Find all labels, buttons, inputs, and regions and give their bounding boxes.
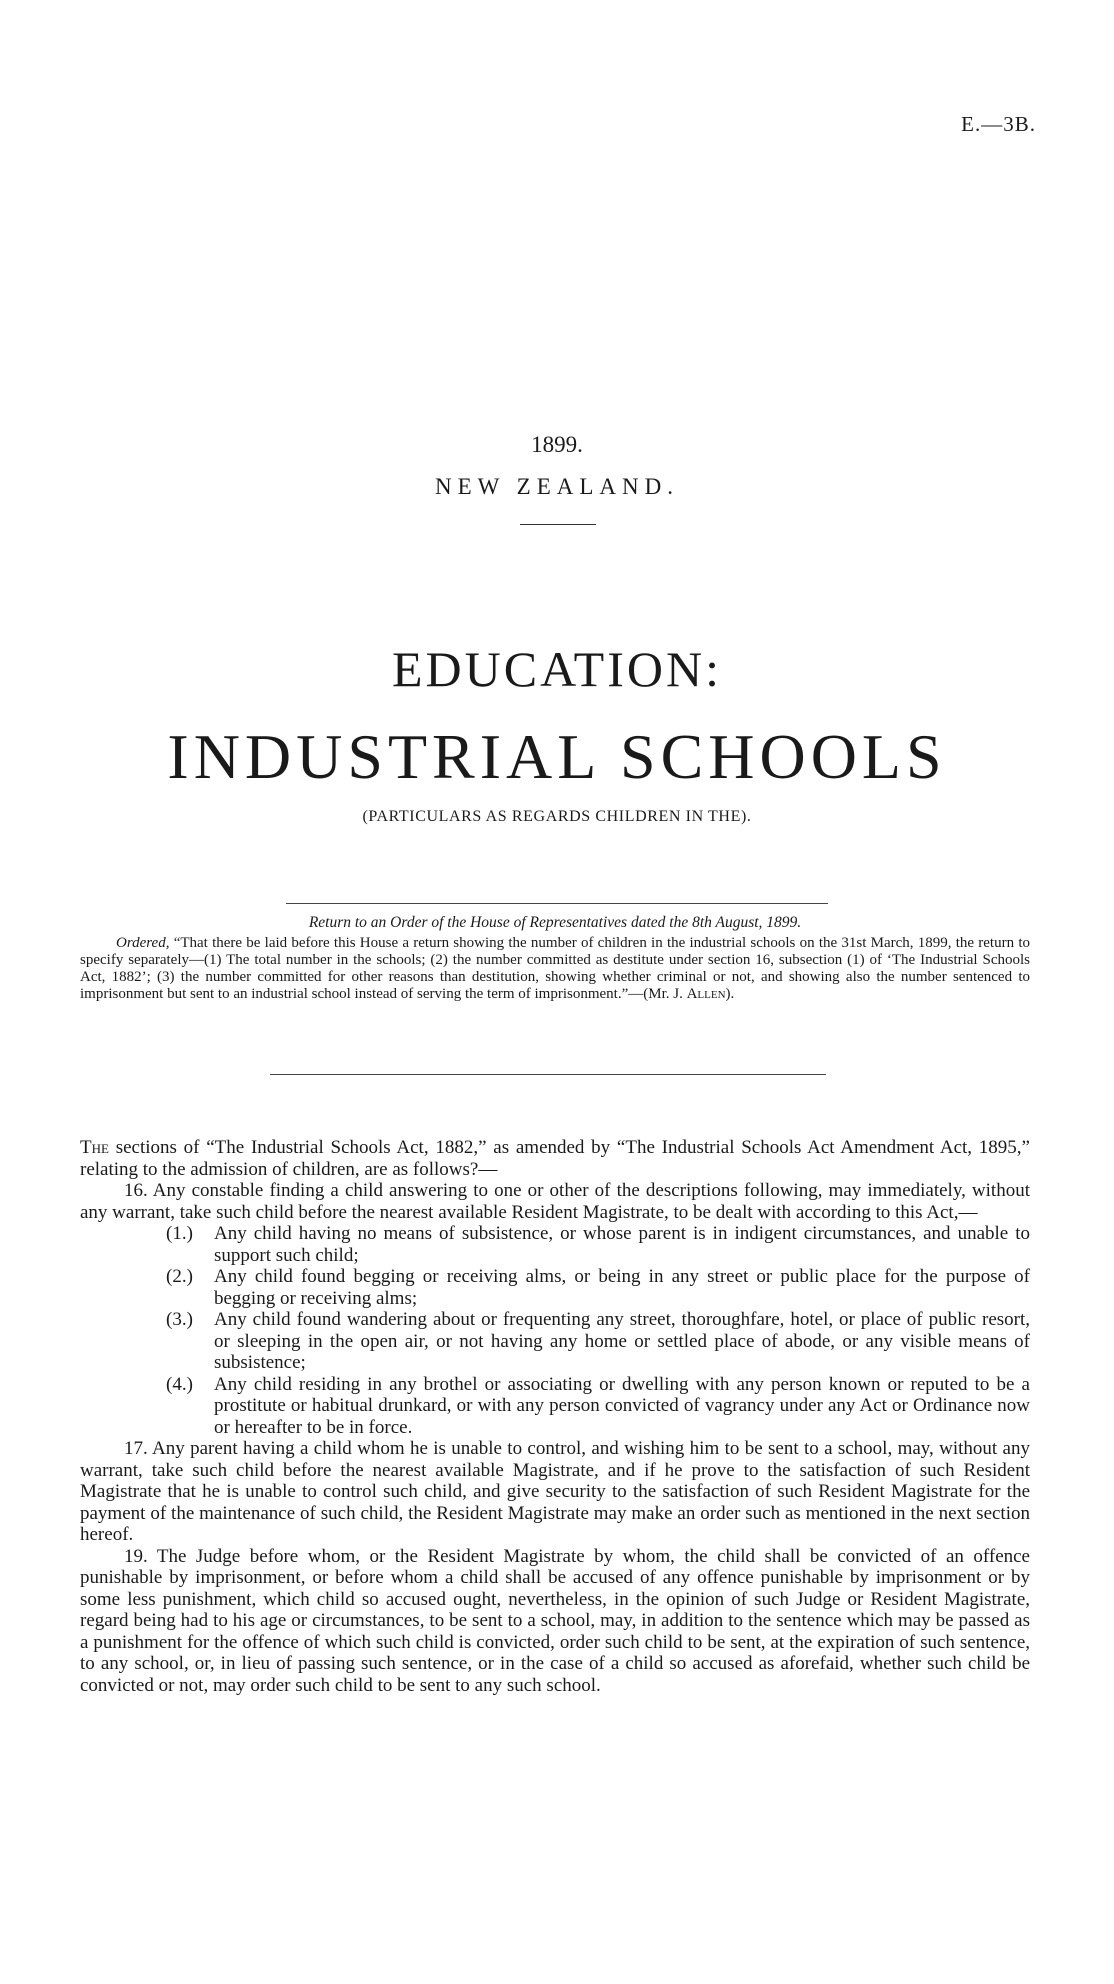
document-year: 1899. xyxy=(531,432,583,457)
document-country: NEW ZEALAND. xyxy=(434,474,680,499)
intro-text: sections of “The Industrial Schools Act, 1882,” as amended by “The Industrial Schools Act Amendment Act, 1895,” relating to the admission of children, are as follows?— xyxy=(80,1137,1030,1180)
order-lead: Ordered, xyxy=(116,935,170,951)
divider xyxy=(270,1074,826,1075)
list-item xyxy=(166,1266,1030,1309)
list-item xyxy=(166,1374,1030,1439)
list-item-text: Any child found wandering about or frequenting any street, thoroughfare, hotel, or place of public resort, or sleeping in the open air, or not having any home or settled place of abode, or any visible means of subsistence; xyxy=(214,1309,1030,1373)
list-item-number: (1.) xyxy=(166,1223,193,1244)
list-item-number: (3.) xyxy=(166,1309,193,1330)
order-close: ). xyxy=(725,986,735,1002)
list-item-text: Any child residing in any brothel or associating or dwelling with any person known or reputed to be a prostitute or habitual drunkard, or with any person convicted of vagrancy under any Act or Ordinance now or hereafter to be in force. xyxy=(214,1373,1030,1438)
section-19: 19. The Judge before whom, or the Resident Magistrate by whom, the child shall be convicted of an offence punishable by imprisonment, or before whom a child shall be accused of any offence punishable by imprisonment or by some less punishment, which child so accused ought, nevertheless, in the opinion of such Judge or Resident Magistrate, regard being had to his age or circumstances, to be sent to a school, may, in addition to the sentence which may be passed as a punishment for the offence of which such child is convicted, order such child to be sent, at the expiration of such sentence, to any school, or, in lieu of passing such sentence, or in the case of a child so accused as aforefaid, whether such child be convicted or not, may order such child to be sent to any such school. xyxy=(80,1545,1030,1696)
document-body xyxy=(80,1137,1030,1696)
return-line: Return to an Order of the House of Representatives dated the 8th August, 1899. xyxy=(308,914,802,931)
list-item-number: (4.) xyxy=(166,1373,193,1395)
section-17: 17. Any parent having a child whom he is unable to control, and wishing him to be sent to a school, may, without any warrant, take such child before the nearest available Magistrate, and if he prove to the satisfaction of such Resident Magistrate that he is unable to control such child, and give security to the satisfaction of such Resident Magistrate for the payment of the maintenance of such child, the Resident Magistrate may make an order such as mentioned in the next section hereof. xyxy=(80,1438,1030,1545)
list-item xyxy=(166,1223,1030,1266)
document-title: EDUCATION: xyxy=(392,641,722,697)
list-item-text: Any child found begging or receiving alms, or being in any street or public place for the purpose of begging or receiving alms; xyxy=(214,1266,1030,1309)
list-item-number: (2.) xyxy=(166,1266,193,1287)
intro-paragraph xyxy=(80,1137,1030,1180)
order-body: “That there be laid before this House a return showing the number of children in the industrial schools on the 31st March, 1899, the return to specify separately—(1) The total number in the schools; (2) the number committed as destitute under section 16, subsection (1) of ‘The Industrial Schools Act, 1882’; (3) the number committed for other reasons than destitution, showing whether criminal or not, and showing also the number sentenced to imprisonment but sent to an industrial school instead of serving the term of imprisonment.”—(Mr. J. xyxy=(80,935,1030,1002)
intro-lead: The xyxy=(80,1137,109,1158)
section-16: 16. Any constable finding a child answering to one or other of the descriptions following, may immediately, without any warrant, take such child before the nearest available Resident Magistrate, to be dealt with according to this Act,— xyxy=(80,1180,1030,1223)
order-text xyxy=(80,935,1030,1003)
document-reference: E.—3B. xyxy=(961,112,1036,136)
document-subtitle: (PARTICULARS AS REGARDS CHILDREN IN THE). xyxy=(362,808,752,825)
order-block xyxy=(80,914,1030,1003)
list-item xyxy=(166,1309,1030,1374)
divider xyxy=(520,524,596,525)
divider xyxy=(286,903,828,904)
list-item-text: Any child having no means of subsistence, or whose parent is in indigent circumstances, and unable to support such child; xyxy=(214,1223,1030,1266)
order-member-name: Allen xyxy=(686,986,726,1002)
document-subject: INDUSTRIAL SCHOOLS xyxy=(167,721,947,792)
